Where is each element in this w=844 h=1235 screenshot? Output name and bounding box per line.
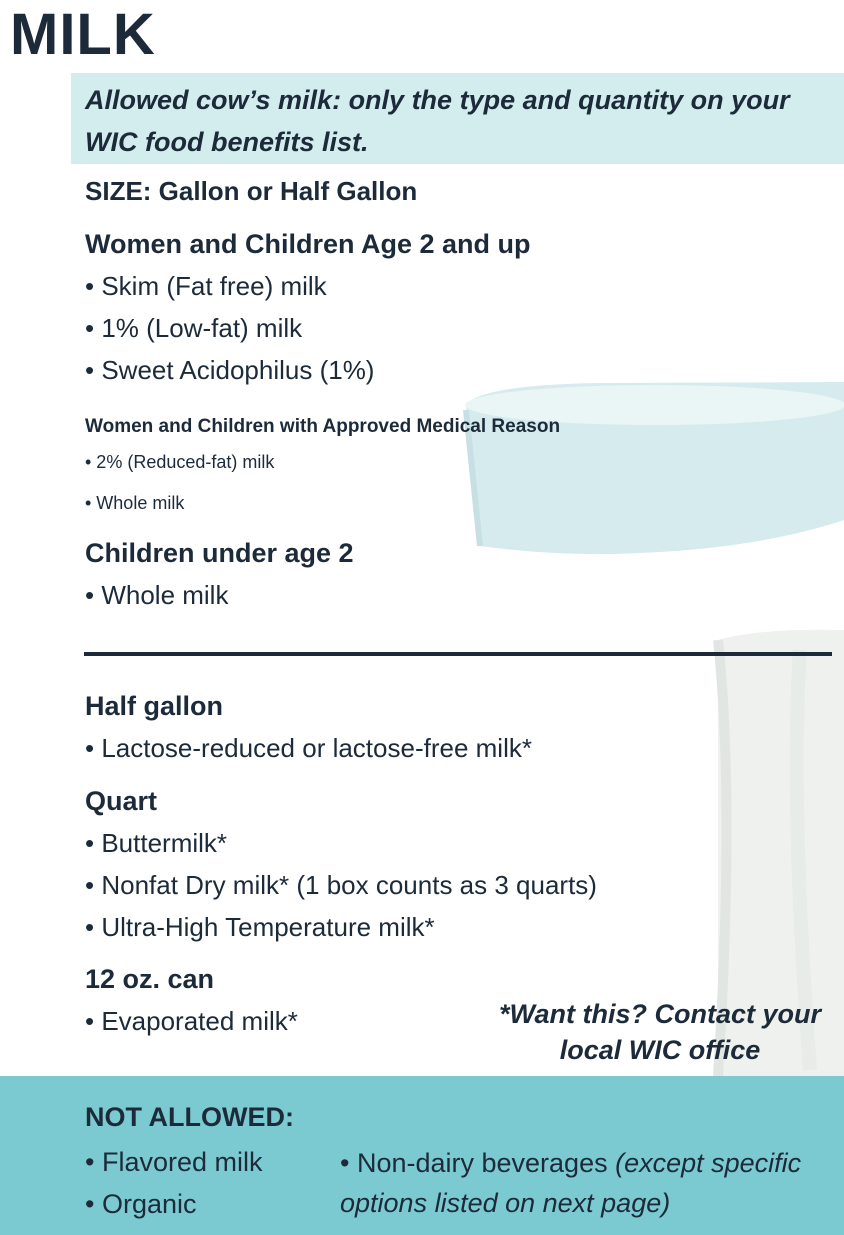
intro-text: Allowed cow’s milk: only the type and quantity on your WIC food benefits list.	[85, 85, 790, 157]
intro-banner	[71, 73, 844, 164]
section-heading-women-children: Women and Children Age 2 and up	[85, 229, 531, 259]
not-allowed-panel	[0, 1076, 844, 1235]
list-item: • Whole milk	[85, 580, 229, 610]
divider	[84, 652, 832, 656]
list-item: • Sweet Acidophilus (1%)	[85, 355, 375, 385]
list-item: • Lactose-reduced or lactose-free milk*	[85, 733, 532, 763]
contact-note: *Want this? Contact your local WIC office	[498, 999, 821, 1065]
list-item: • Ultra-High Temperature milk*	[85, 912, 435, 942]
non-dairy-label: • Non-dairy beverages	[340, 1148, 616, 1178]
size-heading: SIZE: Gallon or Half Gallon	[85, 176, 418, 206]
list-item: • Skim (Fat free) milk	[85, 271, 327, 301]
section-heading-can: 12 oz. can	[85, 964, 215, 994]
non-dairy-exception: (except specific options listed on next page)	[340, 1148, 802, 1218]
list-item: • Evaporated milk*	[85, 1006, 298, 1036]
section-heading-quart: Quart	[85, 786, 158, 816]
section-heading-under-two: Children under age 2	[85, 538, 354, 568]
list-item: • Whole milk	[85, 493, 185, 513]
list-item: • 2% (Reduced-fat) milk	[85, 452, 275, 472]
section-heading-half-gallon: Half gallon	[85, 691, 224, 721]
list-item	[340, 1143, 820, 1223]
not-allowed-heading: NOT ALLOWED:	[85, 1102, 294, 1132]
list-item: • Nonfat Dry milk* (1 box counts as 3 quarts)	[85, 870, 597, 900]
list-item: • 1% (Low-fat) milk	[85, 313, 303, 343]
list-item: • Organic	[85, 1189, 197, 1219]
page-title: MILK	[10, 2, 156, 67]
section-heading-medical: Women and Children with Approved Medical Reason	[85, 416, 561, 437]
list-item: • Buttermilk*	[85, 828, 228, 858]
list-item: • Flavored milk	[85, 1147, 263, 1177]
